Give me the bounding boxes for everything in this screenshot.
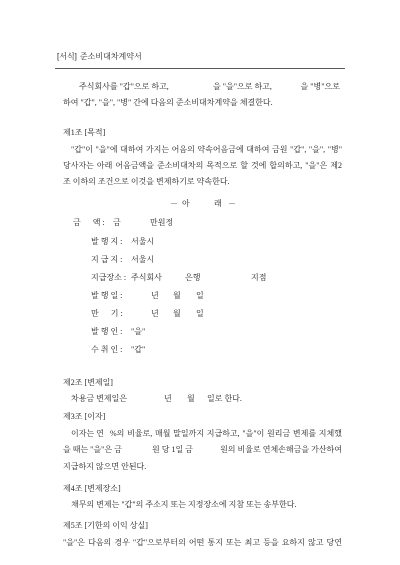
- schedule-heading-dash-right: －: [228, 199, 236, 208]
- article-1-line-2: 당사자는 아래 어음금액을 준소비대차의 목적으로 할 것에 합의하고, "을"은 제2: [63, 161, 342, 170]
- maturity-year: 년: [151, 309, 159, 318]
- preamble-line-2: 하여 "갑", "을", "병" 간에 다음의 준소비대차계약을 체결한다.: [63, 98, 273, 107]
- issue-date-day: 일: [196, 291, 204, 300]
- title-divider: [55, 68, 345, 69]
- payee-value: "갑": [131, 345, 146, 354]
- article-3-line-3: 지급하지 않으면 안된다.: [63, 462, 147, 471]
- article-2-repayment-text: 차용금 변제일은: [71, 394, 128, 403]
- payment-location-company: 주식회사: [131, 273, 162, 282]
- article-4-heading: 제4조 [변제장소]: [63, 484, 121, 493]
- payment-location-bank: 은행: [185, 273, 201, 282]
- schedule-heading-dash-left: －: [170, 199, 178, 208]
- document-title: 준소비대차계약서: [79, 52, 142, 61]
- issuer-value: "을": [131, 327, 146, 336]
- issue-date-label: 발 행 일 :: [91, 291, 123, 300]
- payment-location-label: 지급장소 :: [91, 273, 127, 282]
- article-2-heading: 제2조 [변제일]: [63, 378, 113, 387]
- issue-date-month: 월: [173, 291, 181, 300]
- article-2-year: 년: [164, 394, 172, 403]
- article-1-heading: 제1조 [목적]: [63, 128, 106, 137]
- article-3-line-1-start: 이자는 연: [71, 429, 104, 438]
- amount-label: 금 액 :: [73, 218, 105, 227]
- preamble-party-a: 주식회사를 "갑"으로 하고,: [79, 82, 169, 91]
- payment-location-branch: 지점: [251, 273, 267, 282]
- issue-place-value: 서울시: [131, 237, 155, 246]
- maturity-label: 만 기 :: [91, 309, 123, 318]
- schedule-heading-word-1: 아: [182, 199, 190, 208]
- article-3-line-2-part-3: 원의 비율로 연체손해금을 가산하여: [220, 445, 342, 454]
- article-3-line-2-part-1: 을 때는 "을"은 금: [63, 445, 122, 454]
- article-4-line-1: 채무의 변제는 "갑"의 주소지 또는 지정장소에 지참 또는 송부한다.: [71, 500, 297, 509]
- form-tag: [서식]: [57, 52, 77, 61]
- issue-place-label: 발 행 지 :: [91, 237, 123, 246]
- amount-suffix: 만원정: [150, 218, 174, 227]
- amount-prefix: 금: [113, 218, 121, 227]
- payment-place-label: 지 급 지 :: [91, 255, 123, 264]
- schedule-heading-word-2: 래: [214, 199, 222, 208]
- article-2-month: 월: [187, 394, 195, 403]
- issuer-label: 발 행 인 :: [91, 327, 123, 336]
- article-1-line-1: "갑"이 "을"에 대하여 가지는 어음의 약속어음금에 대하여 금원 "갑", "을", "병": [71, 145, 342, 154]
- article-5-heading: 제5조 [기한의 이익 상실]: [63, 521, 148, 530]
- article-3-line-1-rest: %의 비율로, 매월 말일까지 지급하고, "을"이 원리금 변제를 지체했: [110, 429, 342, 438]
- form-title-line: [57, 51, 142, 63]
- payee-label: 수 취 인 :: [91, 345, 123, 354]
- article-2-day-suffix: 일로 한다.: [207, 394, 242, 403]
- issue-date-year: 년: [151, 291, 159, 300]
- preamble-party-b: 을 "을"으로 하고,: [213, 82, 272, 91]
- article-5-line-1: "을"은 다음의 경우 "갑"으로부터의 어떤 통지 또는 최고 등을 요하지 않고 당연: [63, 538, 342, 547]
- preamble-party-c: 을 "병"으로: [300, 82, 340, 91]
- article-3-heading: 제3조 [이자]: [63, 412, 106, 421]
- maturity-month: 월: [173, 309, 181, 318]
- payment-place-value: 서울시: [131, 255, 155, 264]
- article-3-line-2-part-2: 원 당 1일 금: [152, 445, 193, 454]
- maturity-day: 일: [196, 309, 204, 318]
- article-1-line-3: 조 이하의 조건으로 이것을 변제하기로 약속한다.: [63, 177, 230, 186]
